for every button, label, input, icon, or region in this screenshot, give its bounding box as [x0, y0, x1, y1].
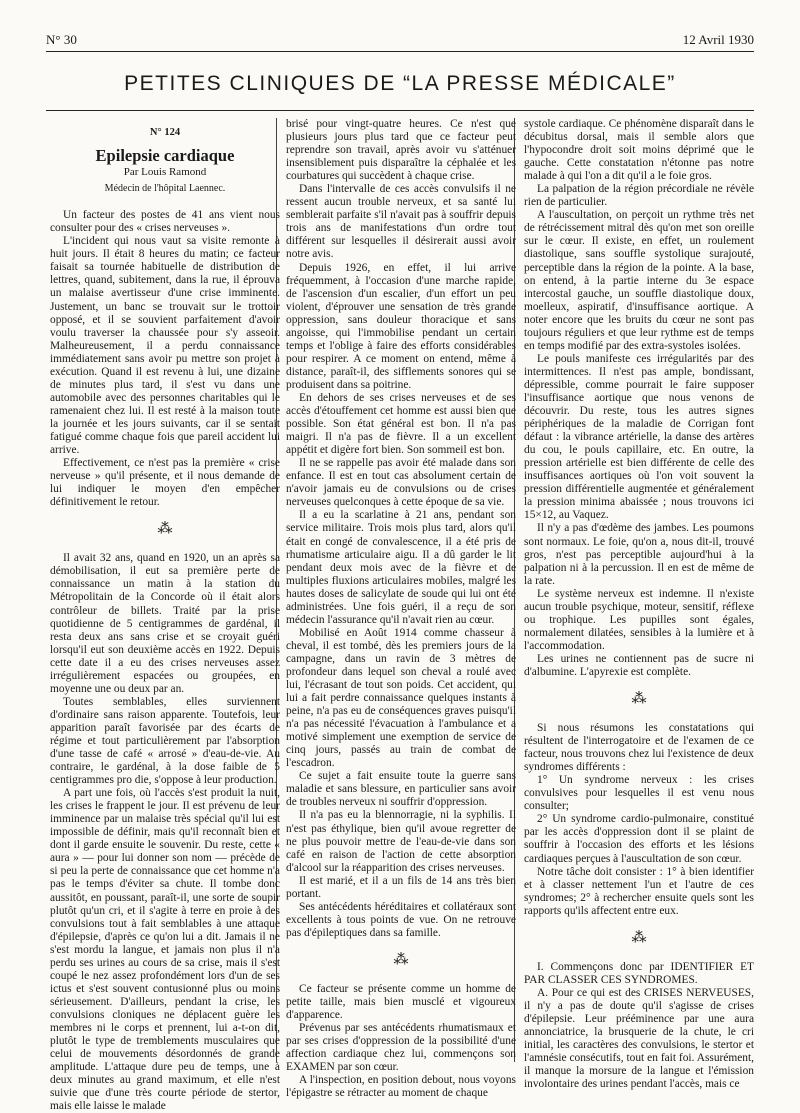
paragraph: Il n'a pas eu la blennorragie, ni la syphilis. Il n'est pas éthylique, bien qu'il avoue regretter de ne plus pouvoir mettre de l'eau-de-vie dans son café en raison de l'action de cette absorption d'alcool sur la réapparition des crises nerveuses. — [286, 809, 516, 874]
paragraph: Il avait 32 ans, quand en 1920, un an après sa démobilisation, il eut sa première perte de connaissance un matin à la station du Métropolitain de la Concorde où il était alors contrôleur de billets. Traité par la prise quotidienne de 5 centigrammes de gardénal, il resta deux ans sans crise et se croyait guéri lorsqu'il eut son deuxième accès en 1922. Depuis cette date il a eu des crises nerveuses assez irrégulièrement espacées ou groupées, en moyenne une ou deux par an. — [50, 552, 280, 695]
issue-date: 12 Avril 1930 — [682, 32, 754, 47]
paragraph: A. Pour ce qui est des CRISES NERVEUSES, il n'y a pas de doute qu'il s'agisse de crises d'épilepsie. Leur prééminence par une aura annonciatrice, la brusquerie de la chute, le cri initial, les caractères des convulsions, le stertor et l'amnésie consécutifs, tout en fait foi. Assurément, il manque la morsure de la langue et l'émission involontaire des urines pendant l'accès, mais ce — [524, 986, 754, 1091]
paragraph: 1° Un syndrome nerveux : les crises convulsives pour lesquelles il est venu nous consulter; — [524, 774, 754, 813]
article-number: N° 124 — [149, 127, 181, 138]
paragraph: Un facteur des postes de 41 ans vient nous consulter pour des « crises nerveuses ». — [50, 209, 280, 235]
paragraph: La palpation de la région précordiale ne révèle rien de particulier. — [524, 183, 754, 209]
paragraph: 2° Un syndrome cardio-pulmonaire, constitué par les accès d'oppression dont il se plaint de souffrir à l'occasion des efforts et les lésions cardiaques perçues à l'auscultation de son cœur. — [524, 813, 754, 865]
running-header — [46, 32, 754, 48]
section-separator: ⁂ — [393, 951, 409, 968]
paragraph: Il a eu la scarlatine à 21 ans, pendant son service militaire. Trois mois plus tard, alors qu'il était en congé de convalescence, il a été pris de rhumatisme articulaire aigu. Il a dû garder le lit pendant deux mois avec de la fièvre et de multiples fluxions articulaires mobiles, malgré les hautes doses de salicylate de soude qui lui ont été administrées. Une fois guéri, il a reçu de son médecin l'assurance qu'il n'avait rien au cœur. — [286, 509, 516, 626]
paragraph: Ce facteur se présente comme un homme de petite taille, mais bien musclé et vigoureux d'apparence. — [286, 983, 516, 1022]
masthead-title: PETITES CLINIQUES DE “LA PRESSE MÉDICALE” — [124, 72, 676, 95]
paragraph: Prévenus par ses antécédents rhumatismaux et par ses crises d'oppression de la possibilité d'une affection cardiaque chez lui, commençons son EXAMEN par son cœur. — [286, 1022, 516, 1074]
paragraph: Depuis 1926, en effet, il lui arrive fréquemment, à l'occasion d'une marche rapide, de l'ascension d'un escalier, d'un effort un peu violent, d'éprouver une sensation de très grande oppression, sans douleur thoracique et sans angoisse, qui l'immobilise pendant un certain temps et l'oblige à faire des efforts considérables pour respirer. A ce moment on entend, même à distance, paraît-il, des sifflements sonores qui se produisent dans sa poitrine. — [286, 261, 516, 391]
column-1 — [50, 118, 280, 1113]
paragraph: Si nous résumons les constatations qui résultent de l'interrogatoire et de l'examen de ce facteur, nous trouvons chez lui l'existence de deux syndromes différents : — [524, 722, 754, 774]
paragraph: Dans l'intervalle de ces accès convulsifs il ne ressent aucun trouble nerveux, et sa santé lui semblerait parfaite s'il n'avait pas à souffrir depuis trois ans de manifestations d'un ordre tout différent sur lesquelles il désirerait aussi avoir notre avis. — [286, 183, 516, 261]
paragraph: En dehors de ses crises nerveuses et de ses accès d'étouffement cet homme est aussi bien que possible. Son état général est bon. Il n'a pas maigri. Il n'a pas de fièvre. Il a un excellent appétit et digère fort bien. Son sommeil est bon. — [286, 391, 516, 457]
column-2 — [286, 118, 516, 1100]
masthead-rule — [46, 110, 754, 111]
paragraph: Ses antécédents héréditaires et collatéraux sont excellents à tous points de vue. On ne retrouve pas d'épileptiques dans sa famille. — [286, 900, 516, 939]
paragraph: Effectivement, ce n'est pas la première « crise nerveuse » qu'il présente, et il nous demande de lui indiquer le moyen d'en empêcher définitivement le retour. — [50, 457, 280, 509]
issue-number: N° 30 — [46, 32, 77, 47]
paragraph: A l'auscultation, on perçoit un rythme très net de rétrécissement mitral dès qu'on met son oreille sur le cœur. Il existe, en effet, un roulement diastolique, sans souffle systolique surajouté, perceptible dans la région de la pointe. A la base, on entend, à la partie interne du 3e espace intercostal gauche, un souffle diastolique doux, moelleux, aspiratif, d'insuffisance aortique. A noter encore que les bruits du cœur ne sont pas toujours réguliers et que leur rythme est de temps en temps modifié par des extra-systoles isolées. — [524, 209, 754, 352]
paragraph: Il n'y a pas d'œdème des jambes. Les poumons sont normaux. Le foie, qu'on a, nous dit-il, trouvé gros, n'est pas perceptible aujourd'hui à la palpation ni à la percussion. Il en est de même de la rate. — [524, 522, 754, 587]
section-separator: ⁂ — [631, 929, 647, 946]
paragraph: Le système nerveux est indemne. Il n'existe aucun trouble psychique, moteur, sensitif, réflexe ou trophique. Les pupilles sont égales, normalement dilatées, sensibles à la lumière et à l'accommodation. — [524, 587, 754, 652]
section-separator: ⁂ — [631, 691, 647, 708]
paragraph: Mobilisé en Août 1914 comme chasseur à cheval, il est tombé, dès les premiers jours de la campagne, dans un ravin de 3 mètres de profondeur dans lequel son cheval a roulé avec lui, l'écrasant de tout son poids. Cet accident, qui lui a fait perdre connaissance quelques instants à peine, n'a pas eu de conséquences graves puisqu'il n'a pas nécessité l'évacuation à l'ambulance et a motivé simplement une exemption de service de cinq jours, passés au train de combat de l'escadron. — [286, 626, 516, 770]
paragraph: L'incident qui nous vaut sa visite remonte à huit jours. Il était 8 heures du matin; ce facteur faisait sa tournée habituelle de distribution de lettres, quand, subitement, dans la rue, il éprouva un malaise avertisseur d'une crise imminente. Justement, un banc se trouvait sur le trottoir opposé, et il se souvient parfaitement d'avoir voulu traverser la chaussée pour s'y asseoir. Malheureusement, il a perdu connaissance immédiatement sans avoir pu mettre son projet à exécution. Quand il est revenu à lui, une dizaine de minutes plus tard, il s'est vu dans une automobile avec des personnes charitables qui le ramenaient chez lui. Il est resté à la maison toute la journée et les jours suivants, car il se sentait fatigué comme chaque fois que pareil accident lui arrive. — [50, 235, 280, 457]
article-author: Par Louis Ramond — [123, 166, 207, 179]
paragraph: Ce sujet a fait ensuite toute la guerre sans maladie et sans blessure, en particulier sans avoir de troubles nerveux ni souffrir d'oppression. — [286, 770, 516, 809]
section-heading: I. Commençons donc par IDENTIFIER ET PAR CLASSER CES SYNDROMES. — [524, 960, 754, 986]
paragraph: Toutes semblables, elles surviennent d'ordinaire sans raison apparente. Toutefois, leur apparition paraît favorisée par des écarts de régime et tout particulièrement par l'absorption d'une tasse de café « arrosé » d'eau-de-vie. Au contraire, le gardénal, à la dose faible de 5 centigrammes pro die, s'oppose à leur production. — [50, 695, 280, 787]
paragraph: systole cardiaque. Ce phénomène disparaît dans le décubitus dorsal, mais il semble alors que l'hypocondre droit soit moins déprimé que le gauche. Cette constatation n'étonne pas notre malade à qui l'on a dit qu'il a le foie gros. — [524, 118, 754, 183]
paragraph: Le pouls manifeste ces irrégularités par des intermittences. Il n'est pas ample, bondissant, dépressible, comme pourrait le faire supposer l'insuffisance aortique que nous venons de découvrir. Du reste, tous les autres signes périphériques de la maladie de Corrigan font défaut : la vibrance artérielle, la danse des artères du cou, le pouls capillaire, etc. En outre, la pression artérielle est bien différente de celle des insuffisances aortiques où l'on voit souvent la pression différentielle augmentée et généralement la pression minima abaissée ; nous trouvons ici 15×12, au Vaquez. — [524, 352, 754, 522]
paragraph: Notre tâche doit consister : 1° à bien identifier et à classer nettement l'un et l'autre de ces syndromes; 2° à rechercher ensuite quels sont les rapports qu'ils affectent entre eux. — [524, 865, 754, 917]
author-affiliation: Médecin de l'hôpital Laennec. — [104, 183, 226, 195]
paragraph: Il ne se rappelle pas avoir été malade dans son enfance. Il est en tout cas absolument certain de n'avoir jamais eu de convulsions ou de crises nerveuses quelconques à cette époque de sa vie. — [286, 457, 516, 509]
paragraph: A part une fois, où l'accès s'est produit la nuit, les crises le frappent le jour. Il est prévenu de leur imminence par un malaise très spécial qu'il lui est impossible de définir, mais qu'il reconnaît bien et dont il garde ensuite le souvenir. Du reste, cette « aura » — pour lui donner son nom — précède de si peu la perte de connaissance que cet homme n'a pas le temps d'éviter sa chute. Il tombe donc aussitôt, en poussant, paraît-il, une sorte de soupir plutôt qu'un cri, et il s'agite à terre en proie à des convulsions tout à fait semblables à une attaque d'épilepsie, d'après ce qu'on lui a dit. Jamais il ne s'est mordu la langue, et jamais non plus il n'a perdu ses urines au cours de sa crise, mais il s'est coupé le nez assez profondément lors d'un de ses ictus et s'est souvent contusionné plus ou moins sérieusement. D'ailleurs, pendant la crise, les convulsions cloniques ne déplacent guère les membres ni le corps et prennent, lui a-t-on dit, plutôt le type de tremblements musculaires que celui de mouvements désordonnés de grande amplitude. L'attaque dure peu de temps, une à deux minutes au grand maximum, et elle n'est suivie que d'une très courte période de stertor, mais elle laisse le malade — [50, 787, 280, 1113]
paragraph: Les urines ne contiennent pas de sucre ni d'albumine. L'apyrexie est complète. — [524, 652, 754, 678]
paragraph: Il est marié, et il a un fils de 14 ans très bien portant. — [286, 874, 516, 900]
section-separator: ⁂ — [157, 521, 173, 538]
header-rule — [46, 51, 754, 52]
column-3 — [524, 118, 754, 1091]
paragraph: brisé pour vingt-quatre heures. Ce n'est que plusieurs jours plus tard que ce facteur peut reprendre son travail, après avoir vu s'atténuer insensiblement puis disparaître la céphalée et les courbatures qui succèdent à chaque crise. — [286, 118, 516, 183]
article-title: Epilepsie cardiaque — [95, 146, 235, 166]
paragraph: A l'inspection, en position debout, nous voyons l'épigastre se rétracter au moment de chaque — [286, 1074, 516, 1100]
